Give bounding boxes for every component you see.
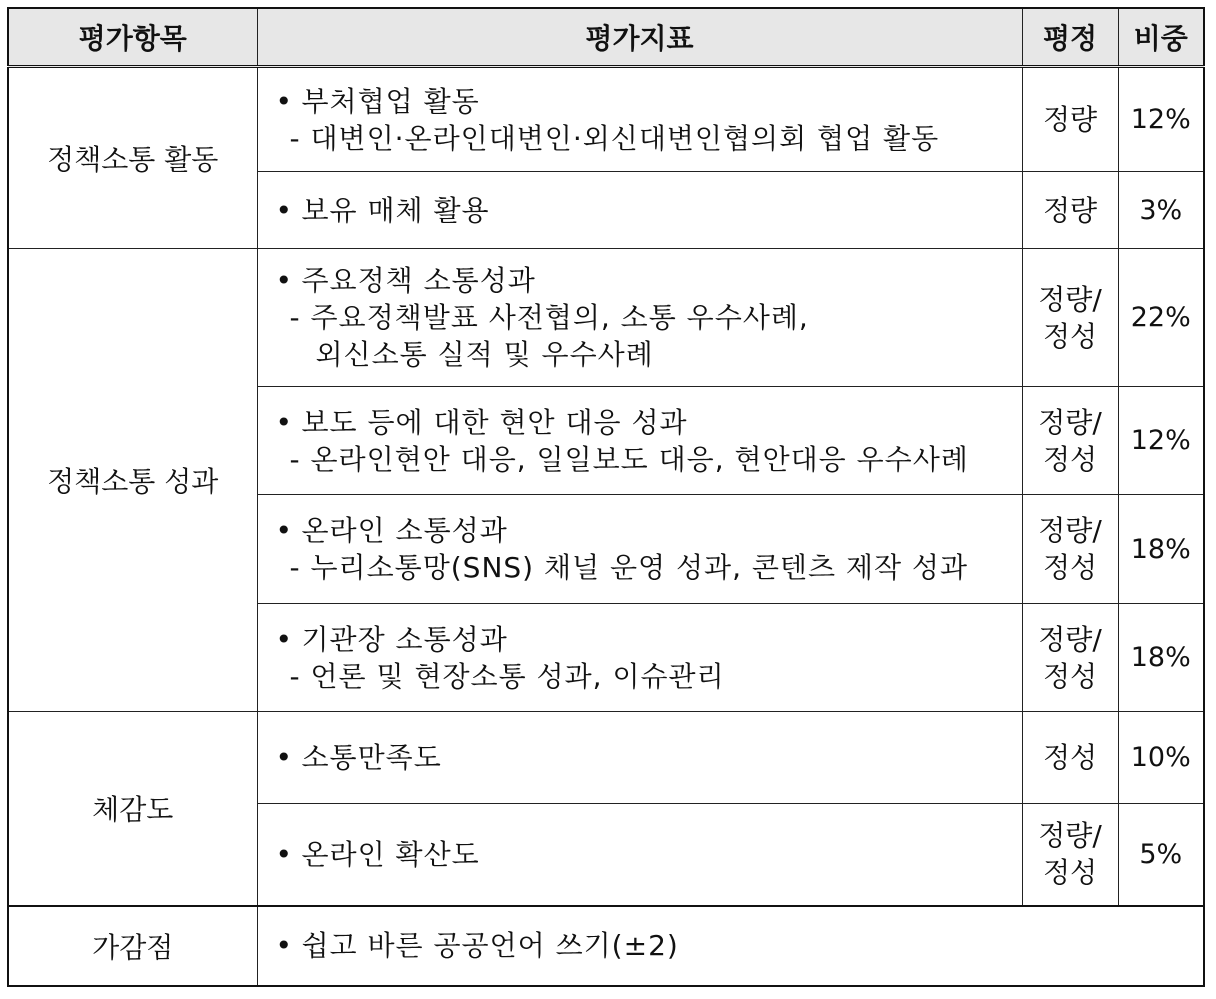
indicator-title: 보도 등에 대한 현안 대응 성과 [301, 405, 688, 439]
type-label: 정성 [1042, 741, 1098, 774]
indicator-title: 쉽고 바른 공공언어 쓰기(±2) [301, 929, 679, 962]
weight-cell: 5% [1118, 804, 1204, 906]
type-label: 정성 [1042, 659, 1098, 693]
weight-cell: 12% [1118, 387, 1204, 495]
type-label: 정량/ [1038, 819, 1102, 853]
type-label: 정량/ [1038, 282, 1102, 316]
type-cell [1022, 67, 1118, 172]
indicator-title: 온라인 확산도 [301, 837, 480, 871]
type-label: 정성 [1042, 551, 1098, 584]
indicator-title: 온라인 소통성과 [301, 514, 508, 547]
evaluation-table [7, 7, 1205, 987]
indicator-detail: - 주요정책발표 사전협의, 소통 우수사례, [289, 301, 809, 334]
header-indicator: 평가지표 [257, 8, 1022, 67]
type-cell [1022, 387, 1118, 495]
indicator-cell [257, 67, 1022, 172]
type-label: 정성 [1042, 442, 1098, 476]
indicator-cell [257, 804, 1022, 906]
type-cell [1022, 804, 1118, 906]
indicator-cell [257, 712, 1022, 804]
indicator-detail: 외신소통 실적 및 우수사례 [315, 338, 654, 371]
type-cell [1022, 249, 1118, 387]
weight-cell: 12% [1118, 67, 1204, 172]
indicator-detail: - 언론 및 현장소통 성과, 이슈관리 [289, 659, 725, 693]
type-label: 정량/ [1038, 514, 1102, 547]
indicator-cell [257, 604, 1022, 712]
weight-cell: 18% [1118, 495, 1204, 604]
weight-cell: 22% [1118, 249, 1204, 387]
type-cell [1022, 604, 1118, 712]
indicator-detail: - 온라인현안 대응, 일일보도 대응, 현안대응 우수사례 [289, 442, 969, 476]
category-cell: 정책소통 성과 [8, 249, 257, 712]
table-row [8, 712, 1204, 804]
category-cell: 가감점 [8, 906, 257, 986]
indicator-title: 소통만족도 [301, 741, 442, 774]
category-cell: 체감도 [8, 712, 257, 906]
header-weight: 비중 [1118, 8, 1204, 67]
header-category: 평가항목 [8, 8, 257, 67]
type-label: 정량/ [1038, 622, 1102, 656]
weight-cell: 3% [1118, 172, 1204, 249]
bullet-glyph: • [275, 741, 294, 774]
bullet-glyph: • [275, 622, 294, 656]
type-label: 정성 [1042, 319, 1098, 353]
type-label: 정량/ [1038, 405, 1102, 439]
category-cell: 정책소통 활동 [8, 67, 257, 249]
bullet-glyph: • [275, 193, 294, 227]
bullet-glyph: • [275, 405, 294, 439]
bullet-glyph: • [275, 929, 294, 962]
type-cell [1022, 495, 1118, 604]
type-label: 정성 [1042, 856, 1098, 890]
indicator-cell [257, 387, 1022, 495]
header-type: 평정 [1022, 8, 1118, 67]
table-row [8, 249, 1204, 387]
bullet-glyph: • [275, 264, 294, 297]
indicator-detail: - 대변인·온라인대변인·외신대변인협의회 협업 활동 [289, 121, 940, 155]
indicator-title: 부처협업 활동 [301, 84, 480, 118]
indicator-cell [257, 906, 1204, 986]
indicator-cell [257, 172, 1022, 249]
header-row [8, 8, 1204, 67]
weight-cell: 18% [1118, 604, 1204, 712]
type-label: 정량 [1042, 103, 1098, 136]
indicator-title: 주요정책 소통성과 [301, 264, 536, 297]
type-cell [1022, 172, 1118, 249]
weight-cell: 10% [1118, 712, 1204, 804]
evaluation-table-frame [7, 7, 1203, 991]
indicator-title: 보유 매체 활용 [301, 193, 490, 227]
indicator-cell [257, 249, 1022, 387]
type-cell [1022, 712, 1118, 804]
indicator-title: 기관장 소통성과 [301, 622, 508, 656]
indicator-cell [257, 495, 1022, 604]
type-label: 정량 [1042, 193, 1098, 227]
bullet-glyph: • [275, 837, 294, 871]
table-row [8, 906, 1204, 986]
indicator-detail: - 누리소통망(SNS) 채널 운영 성과, 콘텐츠 제작 성과 [289, 551, 969, 584]
bullet-glyph: • [275, 514, 294, 547]
bullet-glyph: • [275, 84, 294, 118]
table-row [8, 67, 1204, 172]
